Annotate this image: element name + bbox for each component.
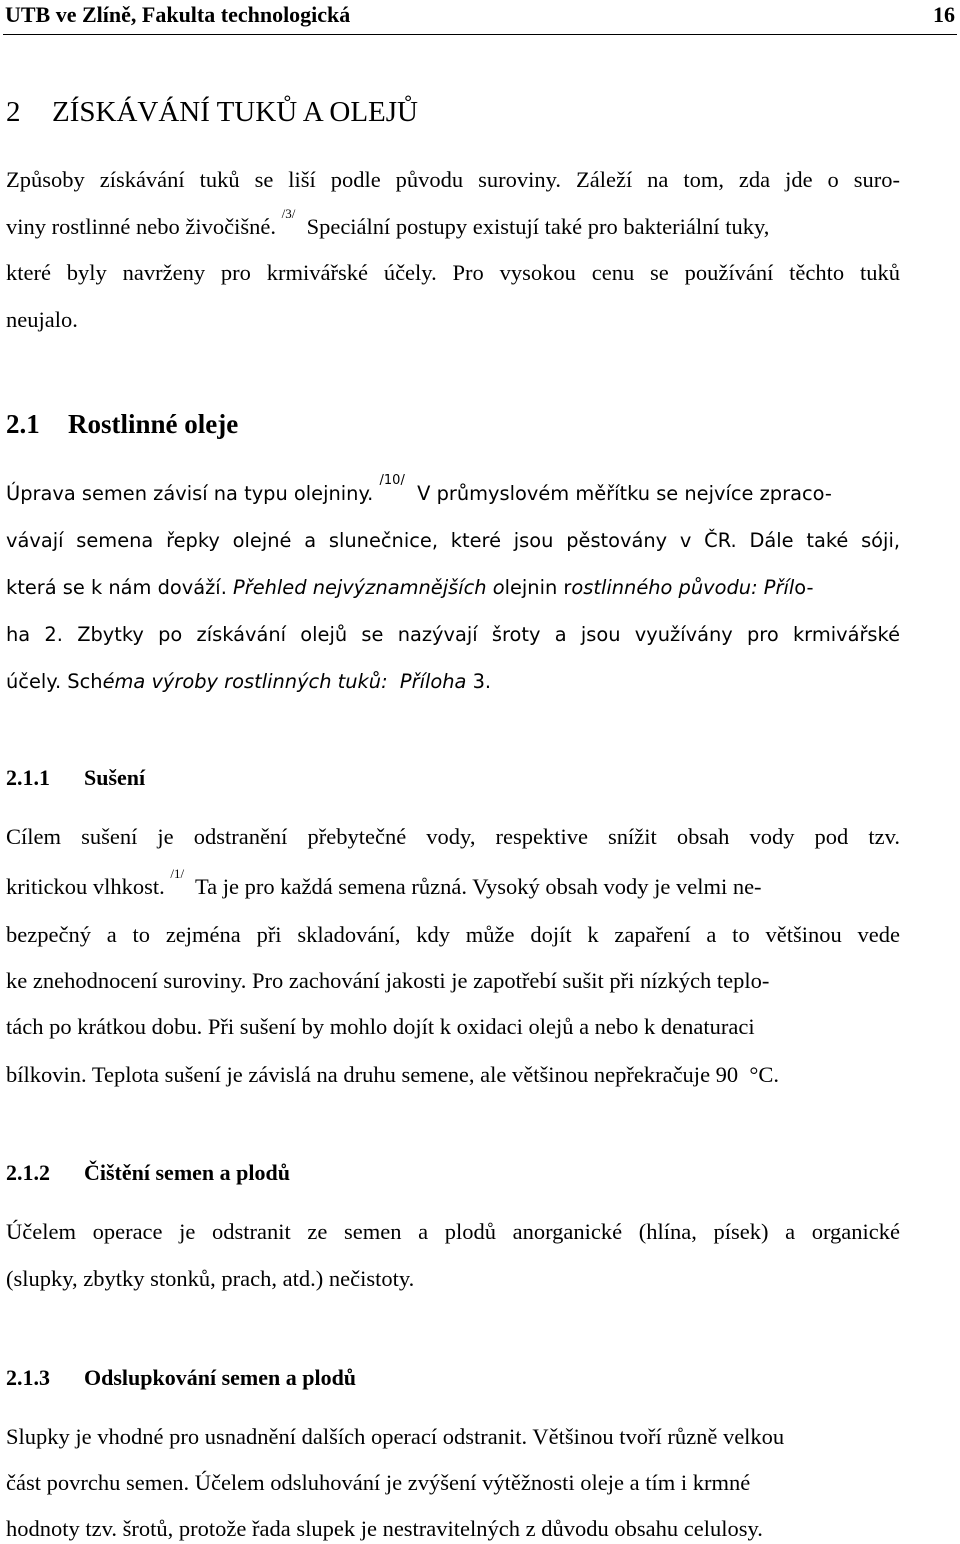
text-run: Většinou tvoří různě velkou <box>532 1424 785 1449</box>
text-run: lejnin r <box>504 576 572 599</box>
text-run: Přehled nejvýznamnějších o <box>233 576 505 599</box>
text-line: bezpečný a to zejména při skladování, kdy může dojít k zapaření a to většinou vede <box>6 922 900 947</box>
text-run: viny rostlinné nebo živočišné. <box>6 214 282 239</box>
text-line <box>6 573 813 603</box>
subsection-heading <box>6 763 145 793</box>
subsection-title: Čištění semen a plodů <box>84 1160 290 1185</box>
text-line <box>6 866 762 905</box>
section-number: 2.1 <box>6 409 40 439</box>
reference-mark: /10/ <box>379 473 405 488</box>
text-line <box>6 667 491 697</box>
text-run: kritickou vlhkost. <box>6 874 171 899</box>
text-line <box>6 1012 755 1042</box>
text-run: účely. Sch <box>6 670 103 693</box>
text-line <box>6 1422 784 1452</box>
text-run: tách po krátkou dobu. <box>6 1014 208 1039</box>
text-line <box>6 473 832 512</box>
subsection-title: Odslupkování semen a plodů <box>84 1365 357 1390</box>
text-run: Slupky je vhodné pro usnadnění dalších operací odstranit. <box>6 1424 533 1449</box>
chapter-number: 2 <box>6 96 21 128</box>
header-institution: UTB ve Zlíně, Fakulta technologická <box>5 2 351 27</box>
text-run: Vysoký obsah vody je velmi ne- <box>472 874 762 899</box>
header-page-number: 16 <box>933 2 955 27</box>
text-line: které byly navrženy pro krmivářské účely. Pro vysokou cenu se používání těchto tuků <box>6 260 900 285</box>
text-run: Teplota sušení je závislá na druhu semene, ale většinou nepřekračuje 90 °C. <box>91 1062 780 1087</box>
reference-mark: /3/ <box>281 206 296 221</box>
text-line <box>6 206 770 245</box>
text-line: Způsoby získávání tuků se liší podle původu suroviny. Záleží na tom, zda jde o suro- <box>6 167 900 192</box>
subsection-title: Sušení <box>84 765 146 790</box>
text-run: bílkovin. <box>6 1062 92 1087</box>
section-title: Rostlinné oleje <box>68 409 239 439</box>
text-line: Účelem operace je odstranit ze semen a plodů anorganické (hlína, písek) a organické <box>6 1219 900 1244</box>
running-header <box>3 0 957 35</box>
text-run: Účelem odsluhování je zvýšení výtěžnosti oleje a tím i krmné <box>194 1470 751 1495</box>
text-line <box>6 1468 750 1498</box>
text-line <box>6 966 769 996</box>
text-run: V průmyslovém měřítku se nejvíce zpraco- <box>404 482 832 505</box>
subsection-number: 2.1.3 <box>6 1365 50 1390</box>
chapter-heading <box>6 92 418 132</box>
text-run: 3. <box>472 670 492 693</box>
text-run: o- <box>794 576 814 599</box>
text-run: část povrchu semen. <box>6 1470 195 1495</box>
reference-mark: /1/ <box>170 866 185 881</box>
text-run: ostlinného původu: Příl <box>571 576 795 599</box>
text-run: éma výroby rostlinných tuků: Příloha <box>102 670 473 693</box>
text-line <box>6 1060 779 1090</box>
section-heading <box>6 404 238 444</box>
text-run: Ta je pro každá semena různá. <box>184 874 473 899</box>
subsection-number: 2.1.2 <box>6 1160 50 1185</box>
text-run: která se k nám dováží. <box>6 576 234 599</box>
text-line: ha 2. Zbytky po získávání olejů se nazývají šroty a jsou využívány pro krmivářské <box>6 623 900 646</box>
text-run: ke znehodnocení suroviny. <box>6 968 252 993</box>
subsection-heading <box>6 1158 290 1188</box>
subsection-number: 2.1.1 <box>6 765 50 790</box>
text-run: Pro zachování jakosti je zapotřebí sušit při nízkých teplo- <box>251 968 770 993</box>
text-line: neujalo. <box>6 307 78 332</box>
text-run: Při sušení by mohlo dojít k oxidaci olejů a nebo k denaturaci <box>207 1014 755 1039</box>
text-line: (slupky, zbytky stonků, prach, atd.) nečistoty. <box>6 1266 415 1291</box>
text-line: hodnoty tzv. šrotů, protože řada slupek je nestravitelných z důvodu obsahu celulosy. <box>6 1516 763 1541</box>
subsection-heading <box>6 1363 356 1393</box>
chapter-title: ZÍSKÁVÁNÍ TUKŮ A OLEJŮ <box>52 96 418 128</box>
text-line: Cílem sušení je odstranění přebytečné vody, respektive snížit obsah vody pod tzv. <box>6 824 900 849</box>
text-run: Úprava semen závisí na typu olejniny. <box>6 482 380 505</box>
text-line: vávají semena řepky olejné a slunečnice, které jsou pěstovány v ČR. Dále také sóji, <box>6 529 900 552</box>
text-run: Speciální postupy existují také pro bakteriální tuky, <box>295 214 770 239</box>
